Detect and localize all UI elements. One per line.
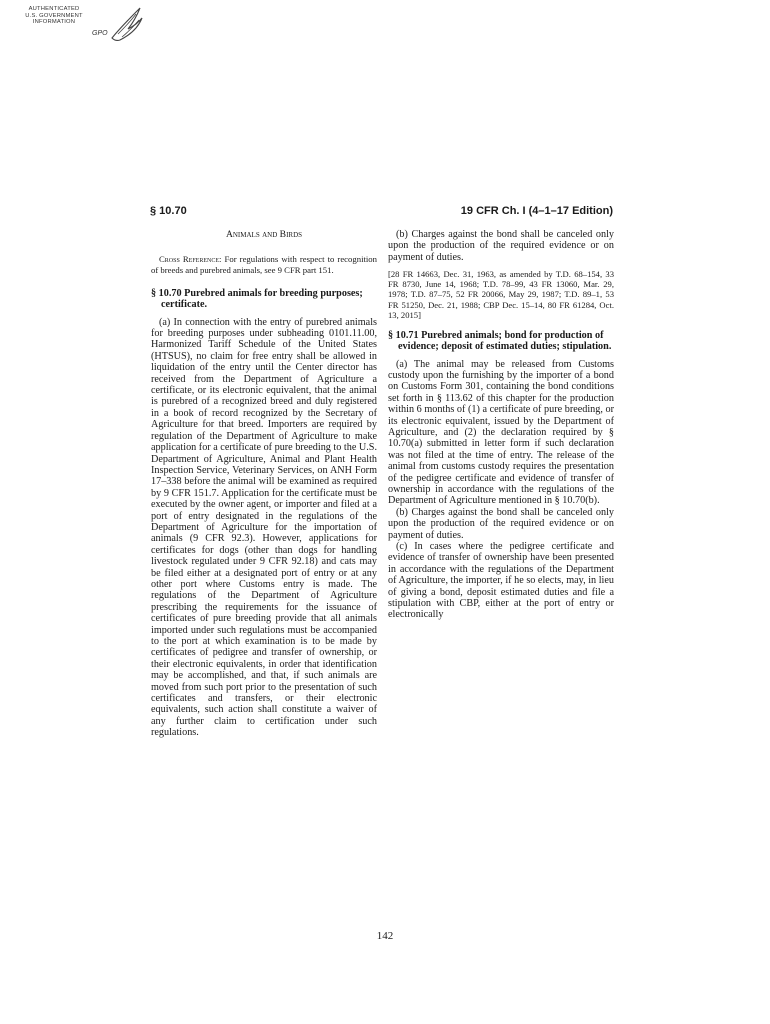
gpo-authentication-text xyxy=(6,6,102,26)
section-number: § 10.70 xyxy=(151,287,182,299)
gpo-line: AUTHENTICATED xyxy=(28,6,80,12)
subject-heading: Animals and Birds xyxy=(225,229,303,240)
page-number: 142 xyxy=(376,930,394,942)
section-heading-10-71 xyxy=(388,330,614,353)
gpo-wordmark: GPO xyxy=(92,30,108,37)
section-heading-10-70 xyxy=(151,288,377,311)
section-number: § 10.71 xyxy=(388,329,419,341)
paragraph-10-70-b: (b) Charges against the bond shall be canceled only upon the production of the required evidence or on payment of duties. xyxy=(388,229,614,263)
paragraph-10-71-a: (a) The animal may be released from Customs custody upon the furnishing by the importer of a bond on Customs Form 301, containing the bond conditions set forth in § 113.62 of this chapter for the production within 6 months of (1) a certificate of pure breeding, or its electronic equivalent, issued by the Department of Agriculture, and (2) the declaration required by § 10.70(a) submitted in letter form if such declaration was not filed at the time of entry. The release of the animal from customs custody requires the presentation of the pedigree certificate and evidence of transfer of ownership in accordance with the regulations of the Department of Agriculture mentioned in § 10.70(b). xyxy=(388,358,614,507)
gpo-line: U.S. GOVERNMENT xyxy=(25,12,83,19)
paragraph-10-70-a: (a) In connection with the entry of purebred animals for breeding purposes under subheading 0101.11.00, Harmonized Tariff Schedule of the United States (HTSUS), no claim for free entry shall be allowed in liquidation of the entry until the Center director has received from the Department of Agriculture a certificate, or its electronic equivalent, that the animal is purebred of a recognized breed and duly registered in a book of record recognized by the Secretary of Agriculture for that breed. Importers are required by regulation of the Department of Agriculture to make application for a certificate of pure breeding to the U.S. Department of Agriculture, Animal and Plant Health Inspection Service, Veterinary Services, on ANH Form 17–338 before the animal will be examined as required by 9 CFR 151.7. Application for the certificate must be executed by the owner agent, or importer and filed at a port of entry designated in the regulations of the Department of Agriculture for the importation of animals (9 CFR 92.3). However, applications for certificates for dogs (other than dogs for handling livestock regulated under 9 CFR 92.18) and cats may be filed either at a designated port of entry or at any other port where Customs entry is made. The regulations of the Department of Agriculture prescribing the requirements for the issuance of certificates of pure breeding provide that all animals imported under such regulations must be accompanied to the port at which examination is to be made by certificates of pedigree and transfer of ownership, or their electronic equivalents, in order that identification may be accomplished, and that, if such animals are moved from such port prior to the presentation of such certificates and transfers, or their electronic equivalents, such action shall constitute a waiver of any further claim to certification under such regulations. xyxy=(151,316,378,739)
cross-reference-label: Cross Reference: xyxy=(159,254,222,265)
paragraph-10-71-b: (b) Charges against the bond shall be canceled only upon the production of the required evidence or on payment of duties. xyxy=(388,506,614,541)
source-citation: [28 FR 14663, Dec. 31, 1963, as amended by T.D. 68–154, 33 FR 8730, June 14, 1968; T.D. 78–99, 43 FR 13060, Mar. 29, 1978; T.D. 87–75, 52 FR 20066, May 29, 1987; T.D. 89–1, 53 FR 51250, Dec. 21, 1988; CBP Dec. 15–14, 80 FR 61284, Oct. 13, 2015] xyxy=(388,269,614,320)
cross-reference xyxy=(151,254,377,274)
right-column xyxy=(388,229,614,621)
cross-reference-text: For regulations with respect to recognition of breeds and purebred animals, see 9 CFR part 151. xyxy=(151,254,377,275)
running-head xyxy=(150,205,613,221)
left-column xyxy=(151,229,377,739)
section-title: Purebred animals; bond for production of evidence; deposit of estimated duties; stipulation. xyxy=(398,329,612,353)
eagle-icon xyxy=(106,4,146,48)
section-title: Purebred animals for breeding purposes; certificate. xyxy=(161,287,363,311)
section-reference: § 10.70 xyxy=(150,205,187,217)
gpo-authentication-seal xyxy=(6,4,144,56)
paragraph-10-71-c: (c) In cases where the pedigree certificate and evidence of transfer of ownership have been presented in accordance with the regulations of the Department of Agriculture, the importer, if he so elects, may, in lieu of giving a bond, deposit estimated duties and file a stipulation with CBP, either at the port of entry or electronically xyxy=(388,541,614,621)
edition-reference: 19 CFR Ch. I (4–1–17 Edition) xyxy=(460,205,613,217)
gpo-line: INFORMATION xyxy=(32,19,76,26)
